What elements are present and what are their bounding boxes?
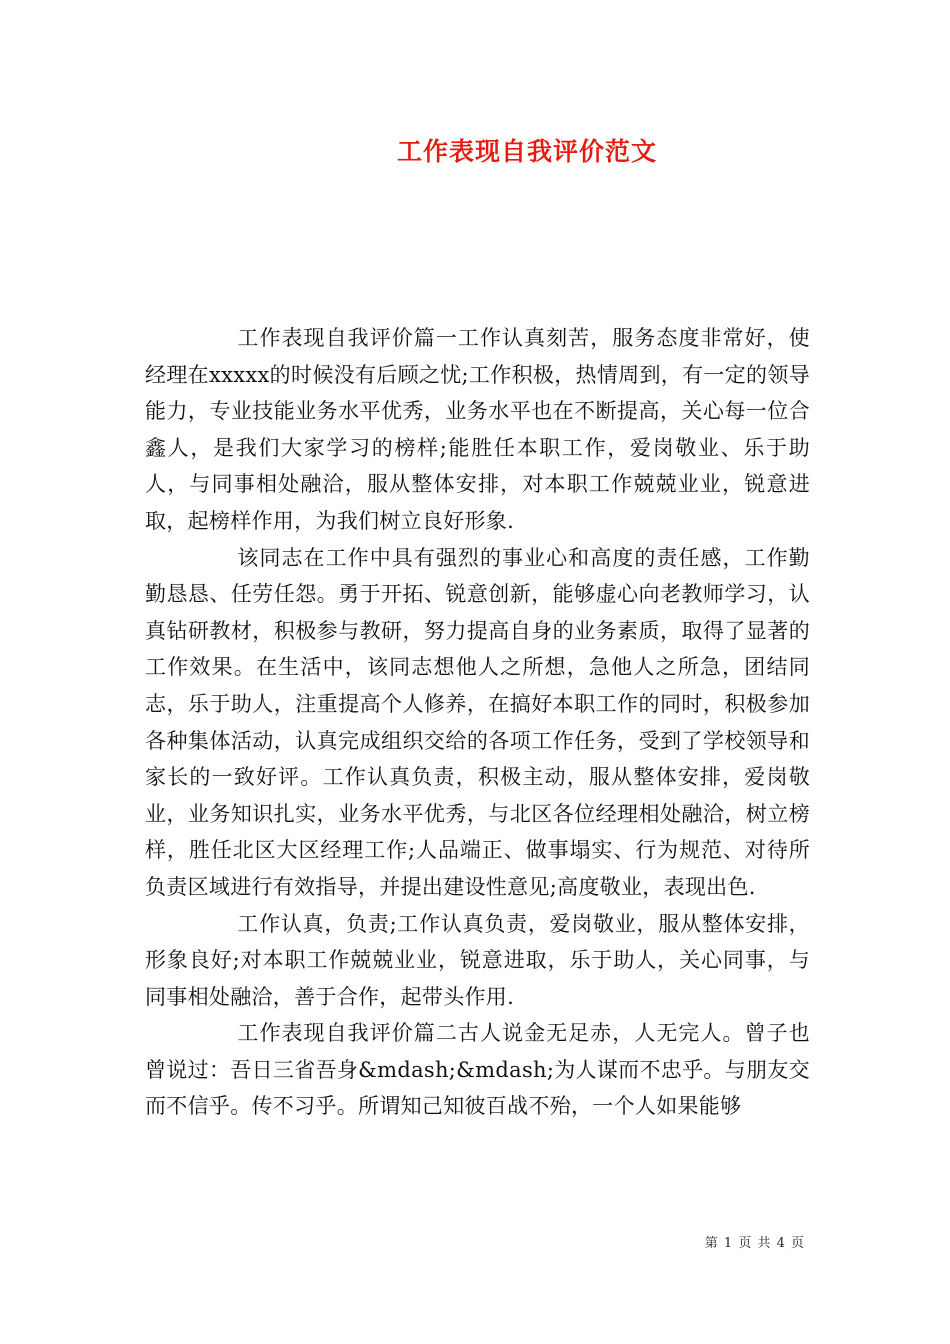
document-body bbox=[145, 320, 810, 1125]
page-number: 第 1 页 共 4 页 bbox=[704, 1236, 805, 1251]
paragraph-2: 该同志在工作中具有强烈的事业心和高度的责任感，工作勤勤恳恳、任劳任怨。勇于开拓、锐意创新，能够虚心向老教师学习，认真钻研教材，积极参与教研，努力提高自身的业务素质，取得了显著的工作效果。在生活中，该同志想他人之所想，急他人之所急，团结同志，乐于助人，注重提高个人修养，在搞好本职工作的同时，积极参加各种集体活动，认真完成组织交给的各项工作任务，受到了学校领导和家长的一致好评。工作认真负责，积极主动，服从整体安排，爱岗敬业，业务知识扎实，业务水平优秀，与北区各位经理相处融洽，树立榜样，胜任北区大区经理工作;人品端正、做事塌实、行为规范、对待所负责区域进行有效指导，并提出建设性意见;高度敬业，表现出色. bbox=[145, 545, 810, 899]
paragraph-1: 工作表现自我评价篇一工作认真刻苦，服务态度非常好，使经理在xxxxx的时候没有后顾之忧;工作积极，热情周到，有一定的领导能力，专业技能业务水平优秀，业务水平也在不断提高，关心每一位合鑫人，是我们大家学习的榜样;能胜任本职工作，爱岗敬业、乐于助人，与同事相处融洽，服从整体安排，对本职工作兢兢业业，锐意进取，起榜样作用，为我们树立良好形象. bbox=[145, 326, 810, 533]
document-title: 工作表现自我评价范文 bbox=[396, 137, 657, 166]
paragraph-3: 工作认真，负责;工作认真负责，爱岗敬业，服从整体安排，形象良好;对本职工作兢兢业业，锐意进取，乐于助人，关心同事，与同事相处融洽，善于合作，起带头作用. bbox=[145, 911, 810, 1009]
paragraph-4: 工作表现自我评价篇二古人说金无足赤，人无完人。曾子也曾说过：吾日三省吾身&mdash;&mdash;为人谋而不忠乎。与朋友交而不信乎。传不习乎。所谓知己知彼百战不殆，一个人如果能够 bbox=[145, 1021, 810, 1119]
